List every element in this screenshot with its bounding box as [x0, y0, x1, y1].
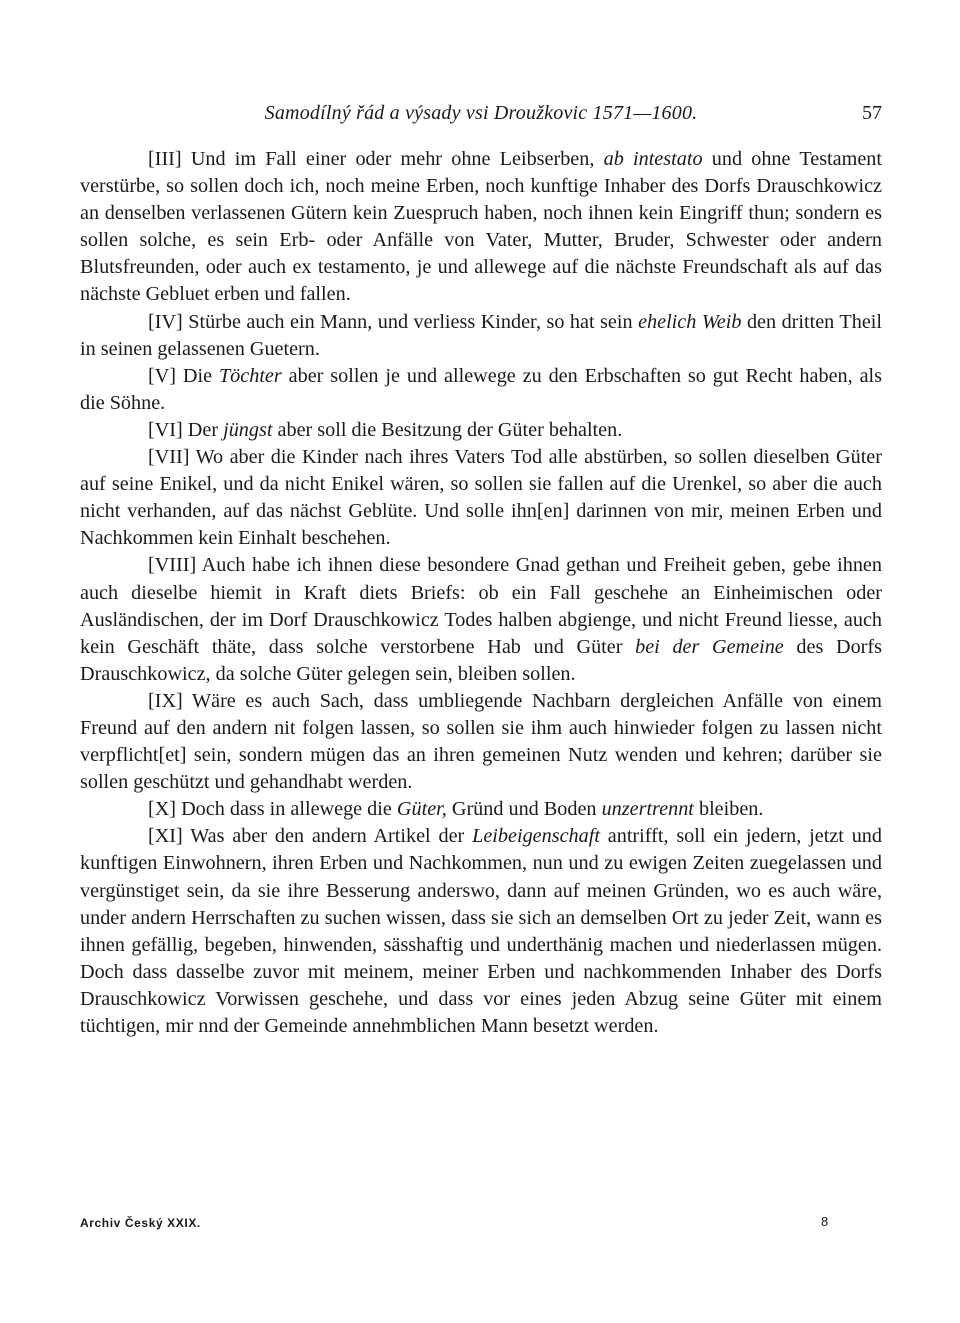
- text-run: den dritten Theil in seinen gelassenen Guetern.: [80, 310, 882, 360]
- text-run: bleiben.: [693, 798, 764, 821]
- italic-run: jüngst: [223, 418, 273, 441]
- paragraph: [80, 444, 882, 552]
- text-run: des Dorfs Drauschkowicz, da solche Güter gelegen sein, bleiben sollen.: [80, 635, 882, 685]
- paragraph: [80, 146, 882, 309]
- text-run: antrifft, soll ein jedern, jetzt und kunftigen Einwohnern, ihren Erben und Nachkommen, nun und zu ewigen Zeiten zuegelassen und vergünstiget sein, da sie ihre Besserung anderswo, dann auf meinen Gründen, wo es auch wäre, under andern Herrschaften zu suchen wissen, dass sie sich an demselben Ort zu jeder Zeit, wann es ihnen gefällig, begeben, hinwenden, sässhaftig und underthänig machen und niederlassen mügen. Doch dass dasselbe zuvor mit meinem, meiner Erben und nachkommenden Inhaber des Dorfs Drauschkowicz Vorwissen geschehe, und dass vor eines jeden Abzug seine Güter mit einem tüchtigen, mir nnd der Gemeinde annehmblichen Mann besetzt werden.: [80, 825, 882, 1037]
- italic-run: unzertrennt: [601, 798, 694, 821]
- paragraph: [80, 552, 882, 687]
- text-run: [IX] Wäre es auch Sach, dass umbliegende Nachbarn dergleichen Anfälle von einem Freund auf den andern nit folgen lassen, so sollen sie ihm auch hinwieder folgen zu lassen nicht verpflicht[et] sein, sondern mügen das an ihren gemeinen Nutz wenden und kehren; darüber sie sollen geschützt und gehandhabt werden.: [80, 689, 882, 794]
- text-run: [VII] Wo aber die Kinder nach ihres Vaters Tod alle abstürben, so sollen dieselben Güter auf seine Enikel, und da nicht Enikel wären, so sollen sie fallen auf die Urenkel, so aber die auch nicht verhanden, auf das nächst Geblüte. Und solle ihn[en] darinnen von mir, meinen Erben und Nachkommen kein Einhalt beschehen.: [80, 446, 882, 550]
- text-run: [VI] Der: [148, 418, 224, 441]
- paragraph: [80, 309, 882, 363]
- body-text: [80, 146, 882, 1040]
- text-run: [IV] Stürbe auch ein Mann, und verliess Kinder, so hat sein: [148, 310, 639, 333]
- paragraph: [80, 796, 882, 823]
- italic-run: Güter,: [396, 798, 447, 821]
- page-number: 57: [862, 102, 882, 124]
- text-run: Gründ und Boden: [446, 798, 602, 821]
- text-run: und ohne Testament verstürbe, so sollen doch ich, noch meine Erben, noch kunftige Inhaber des Dorfs Drauschkowicz an denselben verlassenen Gütern kein Zuespruch haben, noch ihnen kein Eingriff thun; sondern es sollen solche, es sein Erb- oder Anfälle von Vater, Mutter, Bruder, Schwester oder andern Blutsfreunden, oder auch ex testamento, je und allewege auf die nächste Freundschaft als auf das nächste Gebluet erben und fallen.: [80, 148, 882, 306]
- running-title: Samodílný řád a výsady vsi Droužkovic 1571—1600.: [264, 102, 698, 124]
- paragraph: [80, 688, 882, 796]
- text-run: [VIII] Auch habe ich ihnen diese besondere Gnad gethan und Freiheit geben, gebe ihnen auch dieselbe hiemit in Kraft diets Briefs: ob ein Fall geschehe an Einheimischen oder Ausländischen, der im Dorf Drauschkowicz Todes halben abgienge, und nicht Freund liesse, auch kein Geschäft thäte, dass solche verstorbene Hab und Güter: [80, 554, 882, 658]
- sheet-number: 8: [821, 1214, 829, 1229]
- paragraph: [80, 363, 882, 417]
- italic-run: bei der Gemeine: [635, 635, 784, 658]
- paragraph: [80, 823, 882, 1040]
- text-run: [V] Die: [148, 364, 219, 387]
- text-run: [XI] Was aber den andern Artikel der: [148, 825, 473, 848]
- running-head: [80, 102, 882, 132]
- italic-run: Töchter: [218, 364, 282, 387]
- text-run: [III] Und im Fall einer oder mehr ohne Leibserben,: [148, 148, 604, 170]
- text-run: [X] Doch dass in allewege die: [148, 798, 397, 821]
- italic-run: ehelich Weib: [638, 310, 742, 333]
- italic-run: ab intestato: [603, 148, 703, 170]
- italic-run: Leibeigenschaft: [472, 825, 600, 848]
- paragraph: [80, 417, 882, 444]
- signature-mark: Archiv Český XXIX.: [80, 1216, 201, 1230]
- text-run: aber soll die Besitzung der Güter behalten.: [272, 418, 623, 441]
- text-run: aber sollen je und allewege zu den Erbschaften so gut Recht haben, als die Söhne.: [80, 364, 882, 414]
